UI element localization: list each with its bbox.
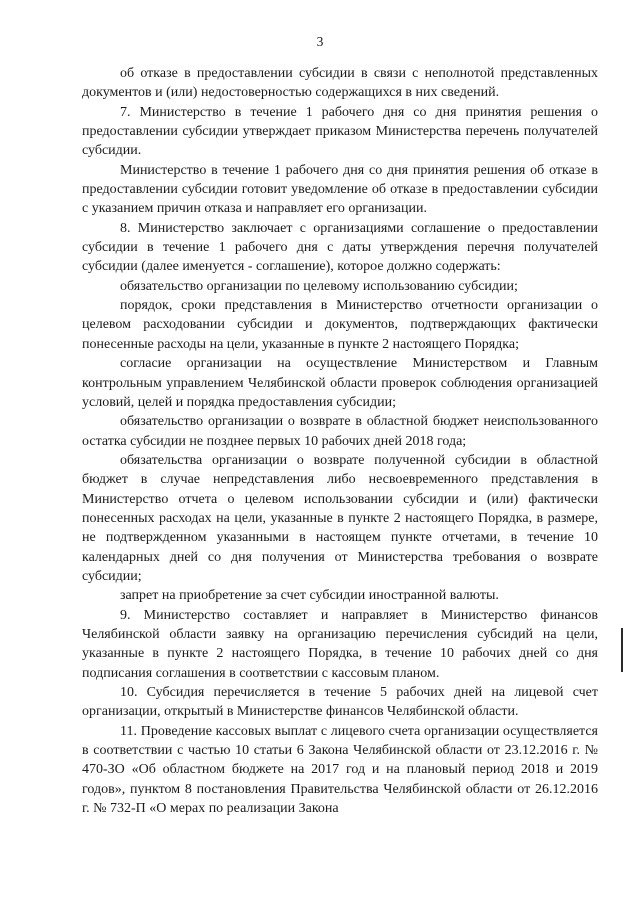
paragraph-10: 10. Субсидия перечисляется в течение 5 рабочих дней на лицевой счет организации, открытый в Министерстве финансов Челябинской области. — [82, 685, 598, 720]
document-body — [82, 64, 598, 818]
paragraph-8: 8. Министерство заключает с организациями соглашение о предоставлении субсидии в течение 1 рабочего дня с даты утверждения перечня получателей субсидии (далее именуется - соглашение), которое должно содержать: — [82, 220, 598, 275]
paragraph-8-item-6: запрет на приобретение за счет субсидии иностранной валюты. — [120, 588, 499, 604]
paragraph-8-item-3: согласие организации на осуществление Министерством и Главным контрольным управлением Челябинской области проверок соблюдения организацией условий, целей и порядка предоставления субсидии; — [82, 356, 598, 410]
paragraph-8-item-2: порядок, сроки представления в Министерство отчетности организации о целевом расходовании субсидии и документов, подтверждающих фактически понесенные расходы на цели, указанные в пункте 2 настоящего Порядка; — [82, 298, 598, 352]
paragraph-9: 9. Министерство составляет и направляет в Министерство финансов Челябинской области заявку на организацию перечисления субсидий на цели, указанные в пункте 2 настоящего Порядка, в течение 10 рабочих дней со дня подписания соглашения в соответствии с кассовым планом. — [82, 607, 598, 681]
paragraph-refusal-notice: Министерство в течение 1 рабочего дня со дня принятия решения об отказе в предоставлении субсидии готовит уведомление об отказе в предоставлении субсидии с указанием причин отказа и направляет его организации. — [82, 162, 598, 217]
paragraph-refusal-continuation: об отказе в предоставлении субсидии в связи с неполнотой представленных документов и (или) недостоверностью содержащихся в них сведений. — [82, 66, 598, 101]
paragraph-7: 7. Министерство в течение 1 рабочего дня со дня принятия решения о предоставлении субсидии утверждает приказом Министерства перечень получателей субсидии. — [82, 104, 598, 159]
margin-mark — [621, 628, 623, 672]
page-number: 3 — [316, 34, 324, 49]
paragraph-11: 11. Проведение кассовых выплат с лицевого счета организации осуществляется в соответствии с частью 10 статьи 6 Закона Челябинской области от 23.12.2016 г. № 470-ЗО «Об областном бюджете на 2017 год и на плановый период 2018 и 2019 годов», пунктом 8 постановления Правительства Челябинской области от 26.12.2016 г. № 732-П «О мерах по реализации Закона — [82, 723, 598, 817]
paragraph-8-item-1: обязательство организации по целевому использованию субсидии; — [120, 278, 518, 294]
paragraph-8-item-4: обязательство организации о возврате в областной бюджет неиспользованного остатка субсидии не позднее первых 10 рабочих дней 2018 года; — [82, 414, 598, 449]
paragraph-8-item-5: обязательства организации о возврате полученной субсидии в областной бюджет в случае непредставления либо несвоевременного представления в Министерство отчета о целевом использовании субсидии и (или) фактически понесенных расходах на цели, указанные в пункте 2 настоящего Порядка, в размере, не подтвержденном указанными в настоящем пункте отчетами, в течение 10 календарных дней со дня получения от Министерства требования о возврате субсидии; — [82, 452, 598, 584]
